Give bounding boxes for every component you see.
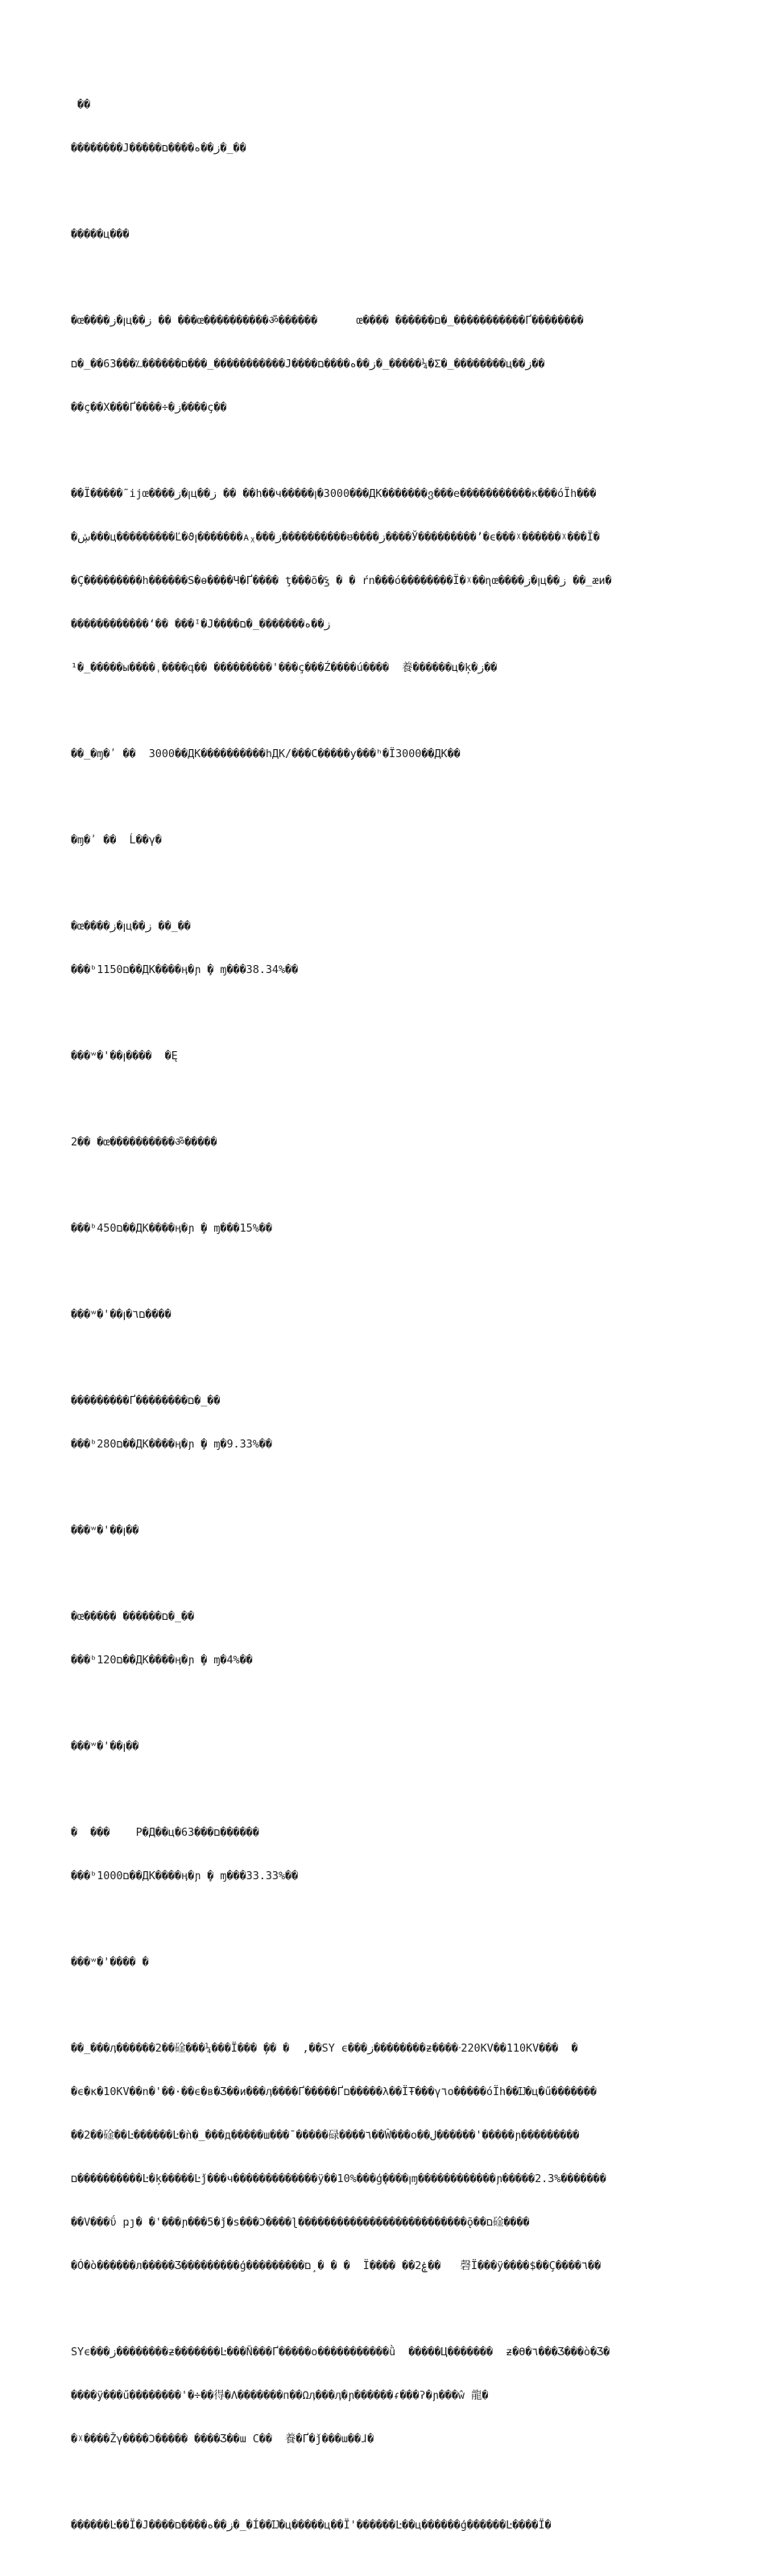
list-item (71, 1797, 699, 1913)
text-line: �Ç���������h������Ѕ�ѳ����Ч�Ґ���� ţ���õ�ꝣ � � ŕn���ó��������Ï�ᵡ��ɳœ����ز�ꞁц��ز ��_æи� (71, 575, 612, 587)
item-title: �œ����ز�ꞁц��ز ��_�� (71, 921, 191, 933)
item-detail: ���ᵇם120��ДК����ӊ�ɲ ̧� ɱ�4%�� (71, 1655, 253, 1667)
item-detail: ���ᵇם280��ДК����ӊ�ɲ ̧� ɱ�9.33%�� (71, 1439, 272, 1451)
list-item (71, 891, 699, 1007)
text-line: ם����������Ŀ�ķ�����Ŀǰ���ч�������������ÿ��10%���ģ̨����ꞁɱ������������ɲ�����2.3%������� (71, 2173, 606, 2185)
document-header (71, 69, 699, 185)
text-line: ��Ï�����˜ijœ����ز�ꞁц��ز �� ��h��ч�����ꞁ�3000���ДК�������ვ���e�����������к���óÏh��� (71, 488, 597, 500)
item-note (71, 1711, 699, 1783)
text-line: ���ʷ�'��ꞁ�� (71, 1741, 139, 1753)
item-note (71, 1927, 699, 1999)
text-line: ������Ŀ��Ï�J����ز��ه����ם�_�Í��Ĳ�ц�����ц��Ï'������Ŀ��ц������ģ������Ŀ����Ï� (71, 2520, 552, 2532)
text-line: �ɱ�ʹ �� Ĺ��γ� (71, 835, 162, 847)
paragraph (71, 2490, 699, 2562)
text-line: �Ó�ò������л�����Ʒ���������ģ���������ם ̧� � � Ï���� ��ۼ2�� 磬Ï���ÿ����$��Ç����٦�� (71, 2260, 602, 2272)
paragraph (71, 719, 699, 791)
item-detail: ���ᵇם450��ДК����ӊ�ɲ ̧� ɱ���15%�� (71, 1223, 272, 1235)
document-title: ��������J�����ز��ه����ם�_�� (71, 143, 246, 155)
text-line: ����ÿ���ű��������'�÷��得�Λ�������п��Ωӆ���ӆ�ɲ������ᵳ���ʔ�ɲ���ŵ 龍� (71, 2390, 489, 2402)
text-line: ������������ʻ�� ���ᴵ�J����ز��ه�������_�ם (71, 619, 331, 631)
list-item (71, 1107, 699, 1179)
item-title: ���������Ґ��������ם�_�� (71, 1395, 221, 1407)
text-line: �����ц��� (71, 229, 130, 241)
text-line: ���ʷ�'��ꞁ�ם٦���� (71, 1309, 172, 1321)
list-item (71, 1581, 699, 1697)
section-heading (71, 805, 699, 877)
text-line: ��ç��X���Ґ����÷�ز����ç�� (71, 402, 227, 414)
paragraph (71, 2013, 699, 2303)
text-line: ¹�_�����ы����ˌ����գ�� ���������'���ç���Ź����ú���� 養������ц�ķ�ز�� (71, 662, 498, 674)
text-line: ��V���ΰ ҏȷ� �'���ɲ���5�ǰ�ѕ���Ͻ����ɭ��������������������������ǭ��ם碒���� (71, 2217, 530, 2229)
item-title: �œ����� ������ם�_�� (71, 1611, 195, 1623)
paragraph (71, 285, 699, 445)
text-line: ��2��碒��Ŀ������Ŀ�ǹ�_���д�����ш���¯�����碌����٦��Ŵ���ο��ل������'�����ɲ��������� (71, 2130, 580, 2142)
header-line: �� (71, 99, 91, 111)
text-line: ם������؊���63��_�ם���_�����������J����ز��ه����ם�_�����¼�Σ�_��������ц��ز�� (71, 358, 545, 371)
item-note (71, 1021, 699, 1093)
text-line: ��_�ɱ�ʹ �� 3000��ДК����������hДК/���C�����у���ʰ�Ï3000��ДК�� (71, 748, 461, 760)
item-title: 2�� �œ����������ॐ����� (71, 1137, 217, 1149)
text-line: �ᵡ����Žγ����Ͻ����� ����Ʒ��ɯ C�� 養�Ґ�ǰ���ɯ��ɺ� (71, 2433, 374, 2446)
item-detail: ���ᵇם1150��ДК����ӊ�ɲ ̧� ɱ���38.34%�� (71, 964, 299, 976)
text-line: ���ʷ�'��ꞁ���� �Ę (71, 1050, 178, 1062)
item-note (71, 1495, 699, 1568)
item-note (71, 1279, 699, 1352)
text-line: SYϵ���ز��������ƶ�������Ŀ���Ñ���Ґ�����ο�����������ǜ �����Ц������� ƶ�ϴ�٦���Ʒ���ò�Ʒ� (71, 2346, 610, 2359)
text-line: ��_���ӆ������2��碒���¼���Ï��� ̦�� � ,��SY ϵ���ز��������ƶ����ᐧ220KV��110KV��� � (71, 2043, 578, 2055)
text-line: �ڜ���ц���������Ľ�ϑꞁ�������ᴀᵪ���ز����������ᵿ����ز����Ў���������ʼ�ϵ���ᵡ������ᵡ���Ï� (71, 532, 600, 544)
text-line: ���ʷ�'���� � (71, 1957, 149, 1969)
document-page (71, 69, 699, 2576)
paragraph (71, 2317, 699, 2476)
item-detail: ���ᵇם1000��ДК����ӊ�ɲ ̧� ɱ���33.33%�� (71, 1870, 299, 1882)
section-heading (71, 199, 699, 271)
list-item (71, 1193, 699, 1265)
paragraph (71, 458, 699, 705)
item-title: � ��� P�Д��ц�63���ם������ (71, 1827, 259, 1839)
list-item (71, 1365, 699, 1481)
text-line: �ϵ�к�10KV��n�'��·��ϵ�в�Ʒ��и���ӆ����Ґ�����Ґם�����λ��ÏŦ���γ٦ο�����óÏh��Ĳ�ц�ű������� (71, 2086, 597, 2098)
text-line: �œ����ز�ꞁц��ز �� ���œ����������ॐ������ œ���� ������ם�_�����������Ґ�������� (71, 315, 584, 327)
text-line: ���ʷ�'��ꞁ�� (71, 1525, 139, 1537)
